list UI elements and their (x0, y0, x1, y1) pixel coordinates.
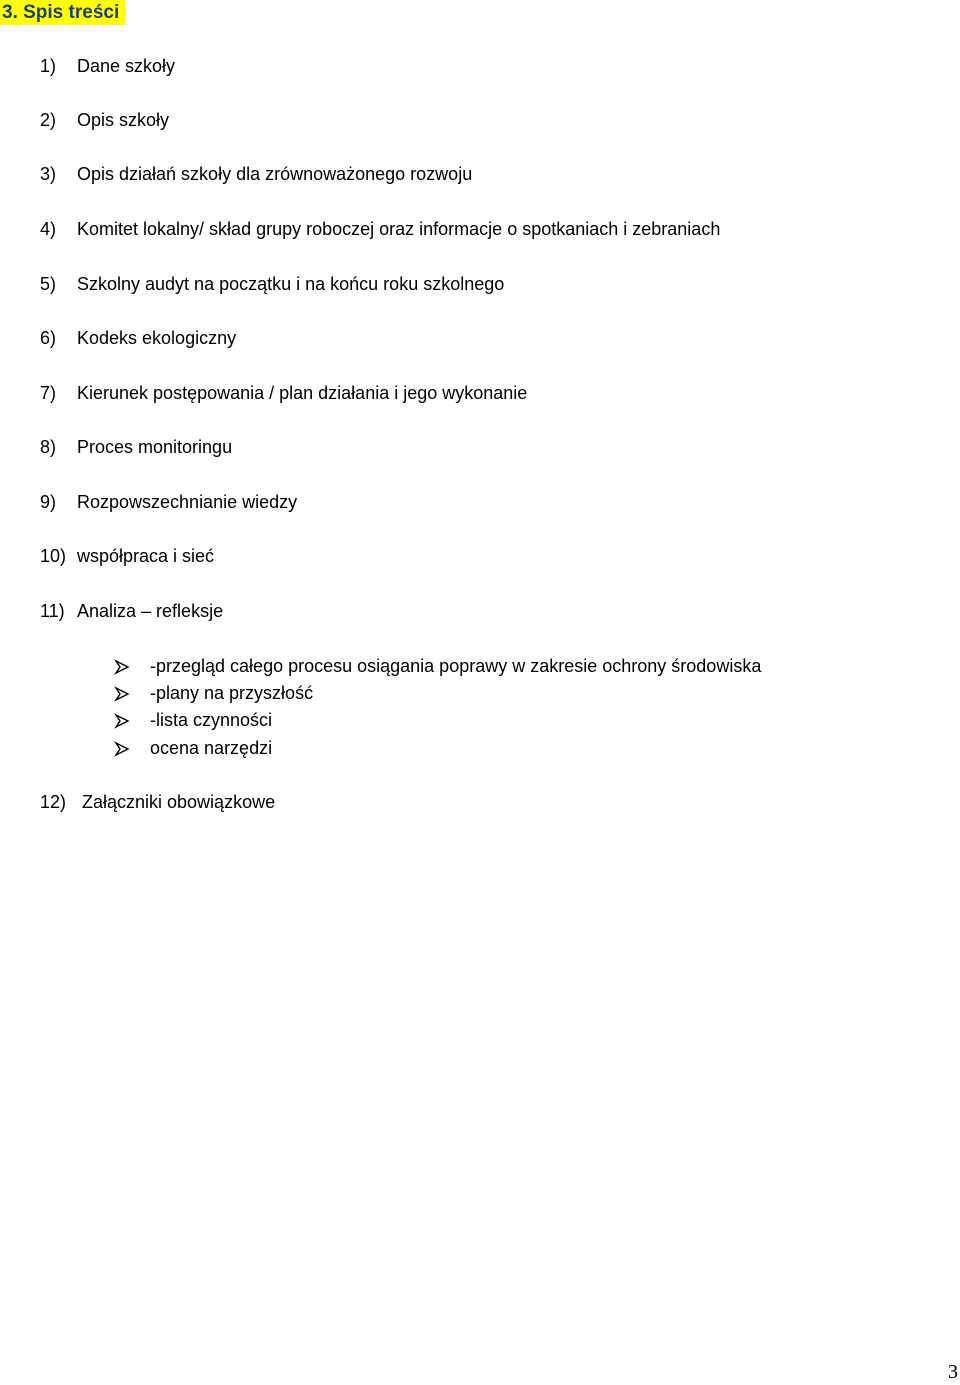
toc-item-text: Załączniki obowiązkowe (82, 792, 276, 812)
toc-item-number: 8) (40, 437, 57, 457)
toc-item-number: 5) (40, 274, 57, 294)
toc-item (40, 382, 527, 404)
toc-item-number: 3) (40, 164, 57, 184)
toc-item (40, 55, 175, 77)
arrowhead-bullet-icon (114, 741, 150, 757)
toc-item-number: 10) (40, 546, 67, 566)
toc-item-number: 4) (40, 219, 57, 239)
page-number: 3 (948, 1361, 958, 1383)
toc-item (40, 600, 223, 622)
toc-item-text: Kodeks ekologiczny (77, 328, 237, 348)
sub-list-item-text: -lista czynności (150, 710, 273, 730)
toc-item-text: Rozpowszechnianie wiedzy (77, 492, 298, 512)
sub-list-item (114, 655, 761, 677)
toc-item-number: 1) (40, 56, 57, 76)
toc-item (40, 109, 169, 131)
toc-item (40, 545, 214, 567)
toc-item-text: Kierunek postępowania / plan działania i jego wykonanie (77, 383, 528, 403)
toc-item-number: 11) (40, 601, 65, 621)
toc-item-text: Dane szkoły (77, 56, 176, 76)
toc-item-number: 7) (40, 383, 57, 403)
sub-list-item-text: ocena narzędzi (150, 738, 273, 758)
toc-item-text: Opis działań szkoły dla zrównoważonego rozwoju (77, 164, 473, 184)
section-heading: 3. Spis treści (0, 0, 125, 25)
toc-item (40, 218, 720, 240)
toc-item-text: Analiza – refleksje (77, 601, 224, 621)
toc-item-number: 12) (40, 792, 67, 812)
sub-list-item-text: -plany na przyszłość (150, 683, 314, 703)
toc-item-text: Proces monitoringu (77, 437, 233, 457)
sub-list-item (114, 709, 272, 731)
sub-list-item (114, 737, 272, 759)
arrowhead-bullet-icon (114, 713, 150, 729)
toc-item (40, 273, 504, 295)
toc-item-text: Szkolny audyt na początku i na końcu roku szkolnego (77, 274, 505, 294)
sub-list-item-text: -przegląd całego procesu osiągania poprawy w zakresie ochrony środowiska (150, 656, 762, 676)
toc-item (40, 436, 232, 458)
toc-item-number: 6) (40, 328, 57, 348)
toc-item-text: Opis szkoły (77, 110, 170, 130)
toc-item (40, 327, 236, 349)
toc-item (40, 491, 297, 513)
arrowhead-bullet-icon (114, 659, 150, 675)
toc-item (40, 163, 472, 185)
sub-list-item (114, 682, 313, 704)
toc-item-text: współpraca i sieć (77, 546, 215, 566)
toc-item-text: Komitet lokalny/ skład grupy roboczej oraz informacje o spotkaniach i zebraniach (77, 219, 721, 239)
arrowhead-bullet-icon (114, 686, 150, 702)
toc-item-number: 9) (40, 492, 57, 512)
toc-item (40, 791, 275, 813)
toc-item-number: 2) (40, 110, 57, 130)
